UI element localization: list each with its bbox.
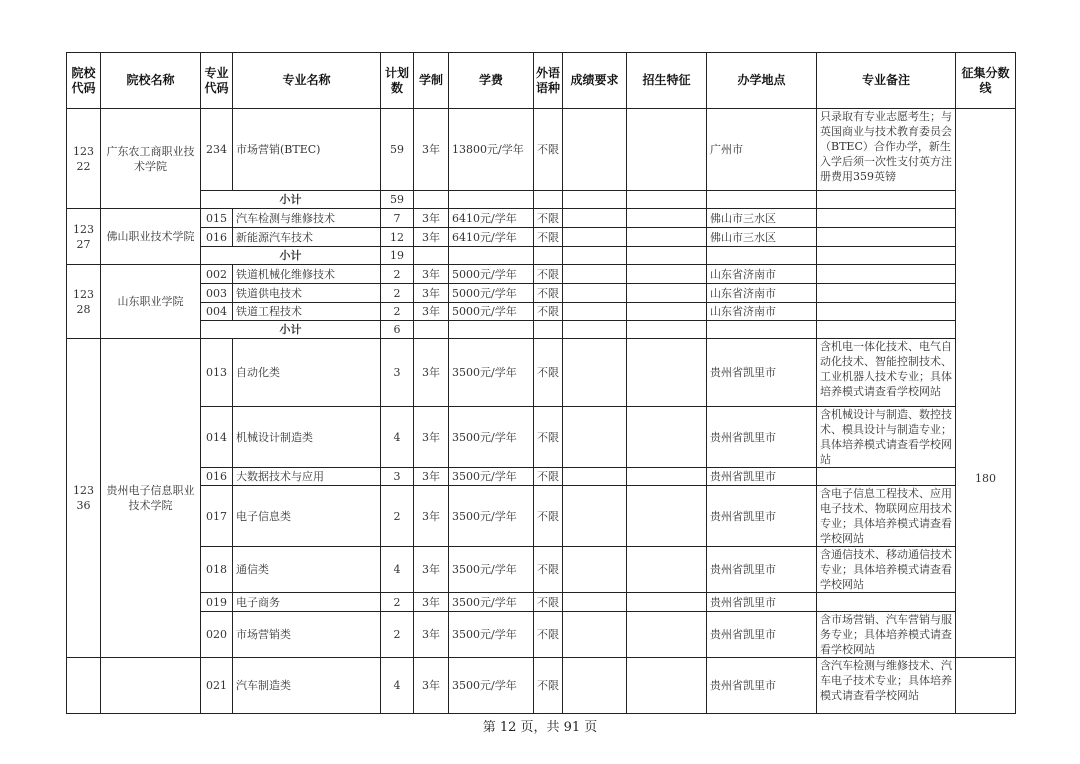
subtotal-plan: 19: [381, 247, 414, 265]
major-name: 市场营销(BTEC): [233, 109, 381, 191]
enrollment-feature: [627, 547, 707, 593]
enrollment-feature: [627, 284, 707, 303]
major-note: 含机械设计与制造、数控技术、模具设计与制造专业；具体培养模式请查看学校网站: [817, 407, 956, 468]
campus-location: 广州市: [707, 109, 817, 191]
header-foreign-language: 外语语种: [534, 53, 563, 109]
empty-cell: [414, 247, 449, 265]
header-duration: 学制: [414, 53, 449, 109]
enrollment-feature: [627, 109, 707, 191]
tuition: 3500元/学年: [449, 407, 534, 468]
empty-cell: [627, 191, 707, 209]
foreign-language: 不限: [534, 407, 563, 468]
plan-count: 3: [381, 339, 414, 407]
campus-location: 贵州省凯里市: [707, 593, 817, 612]
table-row: [67, 593, 1016, 612]
empty-cell: [817, 191, 956, 209]
empty-cell: [817, 247, 956, 265]
major-name: 铁道机械化维修技术: [233, 265, 381, 284]
major-note: [817, 265, 956, 284]
plan-count: 2: [381, 265, 414, 284]
school-code: 12322: [67, 109, 101, 209]
plan-count: 12: [381, 228, 414, 247]
score-requirement: [563, 339, 627, 407]
empty-cell: [414, 191, 449, 209]
duration: 3年: [414, 339, 449, 407]
plan-count: 2: [381, 284, 414, 303]
major-code: 016: [201, 468, 233, 486]
duration: 3年: [414, 593, 449, 612]
major-code: 003: [201, 284, 233, 303]
header-major-notes: 专业备注: [817, 53, 956, 109]
school-name: 广东农工商职业技术学院: [101, 109, 201, 209]
table-header-row: [67, 53, 1016, 109]
enrollment-feature: [627, 612, 707, 658]
plan-count: 4: [381, 547, 414, 593]
table-row: [67, 228, 1016, 247]
score-requirement: [563, 284, 627, 303]
tuition: 3500元/学年: [449, 486, 534, 547]
duration: 3年: [414, 407, 449, 468]
header-enrollment-feature: 招生特征: [627, 53, 707, 109]
campus-location: 佛山市三水区: [707, 209, 817, 228]
campus-location: 贵州省凯里市: [707, 468, 817, 486]
major-code: 018: [201, 547, 233, 593]
major-code: 004: [201, 303, 233, 321]
duration: 3年: [414, 209, 449, 228]
duration: 3年: [414, 284, 449, 303]
table-row: [67, 284, 1016, 303]
empty-cell: [534, 247, 563, 265]
table-row: [67, 209, 1016, 228]
empty-cell: [563, 247, 627, 265]
header-major-code: 专业代码: [201, 53, 233, 109]
table-row: [67, 407, 1016, 468]
major-name: 自动化类: [233, 339, 381, 407]
campus-location: 贵州省凯里市: [707, 339, 817, 407]
foreign-language: 不限: [534, 303, 563, 321]
tuition: 3500元/学年: [449, 547, 534, 593]
school-name: 贵州电子信息职业技术学院: [101, 339, 201, 658]
score-requirement: [563, 658, 627, 714]
table-row: [67, 265, 1016, 284]
major-name: 电子商务: [233, 593, 381, 612]
enrollment-feature: [627, 339, 707, 407]
score-requirement: [563, 303, 627, 321]
campus-location: 贵州省凯里市: [707, 486, 817, 547]
score-requirement: [563, 407, 627, 468]
major-name: 新能源汽车技术: [233, 228, 381, 247]
admission-plan-table: [66, 52, 1016, 714]
major-note: [817, 468, 956, 486]
empty-cell: [534, 321, 563, 339]
major-code: 013: [201, 339, 233, 407]
major-name: 机械设计制造类: [233, 407, 381, 468]
score-requirement: [563, 612, 627, 658]
tuition: 5000元/学年: [449, 284, 534, 303]
foreign-language: 不限: [534, 209, 563, 228]
major-code: 021: [201, 658, 233, 714]
school-name: 山东职业学院: [101, 265, 201, 339]
subtotal-label: 小计: [201, 191, 381, 209]
table-row: [67, 658, 1016, 714]
tuition: 3500元/学年: [449, 593, 534, 612]
foreign-language: 不限: [534, 486, 563, 547]
major-name: 铁道工程技术: [233, 303, 381, 321]
major-note: 含电子信息工程技术、应用电子技术、物联网应用技术专业；具体培养模式请查看学校网站: [817, 486, 956, 547]
header-score-requirement: 成绩要求: [563, 53, 627, 109]
page-number-footer: 第 12 页，共 91 页: [482, 720, 598, 735]
duration: 3年: [414, 109, 449, 191]
enrollment-feature: [627, 209, 707, 228]
plan-count: 2: [381, 303, 414, 321]
score-requirement: [563, 228, 627, 247]
major-note: 只录取有专业志愿考生；与英国商业与技术教育委员会（BTEC）合作办学，新生入学后须一次性支付英方注册费用359英镑: [817, 109, 956, 191]
major-code: 014: [201, 407, 233, 468]
table-row: [67, 303, 1016, 321]
major-note: 含汽车检测与维修技术、汽车电子技术专业；具体培养模式请查看学校网站: [817, 658, 956, 714]
major-code: 234: [201, 109, 233, 191]
major-name: 电子信息类: [233, 486, 381, 547]
header-major-name: 专业名称: [233, 53, 381, 109]
major-code: 016: [201, 228, 233, 247]
major-name: 汽车制造类: [233, 658, 381, 714]
enrollment-feature: [627, 658, 707, 714]
header-school-name: 院校名称: [101, 53, 201, 109]
duration: 3年: [414, 468, 449, 486]
foreign-language: 不限: [534, 109, 563, 191]
table-row: [67, 547, 1016, 593]
empty-cell: [817, 321, 956, 339]
header-campus-location: 办学地点: [707, 53, 817, 109]
empty-cell: [563, 321, 627, 339]
empty-cell: [707, 321, 817, 339]
plan-count: 2: [381, 593, 414, 612]
major-name: 市场营销类: [233, 612, 381, 658]
subtotal-row: [67, 321, 1016, 339]
major-note: 含机电一体化技术、电气自动化技术、智能控制技术、工业机器人技术专业；具体培养模式请查看学校网站: [817, 339, 956, 407]
school-code: 12328: [67, 265, 101, 339]
tuition: 13800元/学年: [449, 109, 534, 191]
campus-location: 山东省济南市: [707, 284, 817, 303]
campus-location: 山东省济南市: [707, 303, 817, 321]
score-requirement: [563, 593, 627, 612]
major-note: 含通信技术、移动通信技术专业；具体培养模式请查看学校网站: [817, 547, 956, 593]
foreign-language: 不限: [534, 658, 563, 714]
plan-count: 4: [381, 407, 414, 468]
major-note: 含市场营销、汽车营销与服务专业；具体培养模式请查看学校网站: [817, 612, 956, 658]
major-name: 大数据技术与应用: [233, 468, 381, 486]
subtotal-plan: 6: [381, 321, 414, 339]
foreign-language: 不限: [534, 339, 563, 407]
subtotal-label: 小计: [201, 321, 381, 339]
major-name: 铁道供电技术: [233, 284, 381, 303]
duration: 3年: [414, 658, 449, 714]
score-line: 180: [956, 109, 1016, 658]
empty-cell: [449, 247, 534, 265]
plan-count: 4: [381, 658, 414, 714]
tuition: 5000元/学年: [449, 265, 534, 284]
subtotal-label: 小计: [201, 247, 381, 265]
foreign-language: 不限: [534, 547, 563, 593]
school-name: [101, 658, 201, 714]
empty-cell: [534, 191, 563, 209]
score-requirement: [563, 468, 627, 486]
empty-cell: [449, 321, 534, 339]
duration: 3年: [414, 612, 449, 658]
campus-location: 贵州省凯里市: [707, 658, 817, 714]
duration: 3年: [414, 303, 449, 321]
foreign-language: 不限: [534, 612, 563, 658]
tuition: 3500元/学年: [449, 339, 534, 407]
duration: 3年: [414, 228, 449, 247]
empty-cell: [414, 321, 449, 339]
foreign-language: 不限: [534, 284, 563, 303]
enrollment-feature: [627, 486, 707, 547]
duration: 3年: [414, 486, 449, 547]
major-note: [817, 228, 956, 247]
plan-count: 2: [381, 486, 414, 547]
foreign-language: 不限: [534, 228, 563, 247]
tuition: 3500元/学年: [449, 658, 534, 714]
major-code: 019: [201, 593, 233, 612]
major-code: 002: [201, 265, 233, 284]
tuition: 3500元/学年: [449, 612, 534, 658]
tuition: 6410元/学年: [449, 228, 534, 247]
major-note: [817, 284, 956, 303]
score-requirement: [563, 265, 627, 284]
enrollment-feature: [627, 593, 707, 612]
header-tuition: 学费: [449, 53, 534, 109]
plan-count: 3: [381, 468, 414, 486]
empty-cell: [449, 191, 534, 209]
enrollment-feature: [627, 228, 707, 247]
major-note: [817, 593, 956, 612]
table-row: [67, 339, 1016, 407]
header-school-code: 院校代码: [67, 53, 101, 109]
header-plan-count: 计划数: [381, 53, 414, 109]
major-note: [817, 303, 956, 321]
empty-cell: [563, 191, 627, 209]
subtotal-row: [67, 247, 1016, 265]
enrollment-feature: [627, 303, 707, 321]
school-name: 佛山职业技术学院: [101, 209, 201, 265]
campus-location: 山东省济南市: [707, 265, 817, 284]
empty-cell: [707, 191, 817, 209]
enrollment-feature: [627, 407, 707, 468]
major-code: 017: [201, 486, 233, 547]
table-row: [67, 468, 1016, 486]
subtotal-plan: 59: [381, 191, 414, 209]
enrollment-feature: [627, 265, 707, 284]
score-requirement: [563, 486, 627, 547]
duration: 3年: [414, 547, 449, 593]
empty-cell: [627, 321, 707, 339]
plan-count: 7: [381, 209, 414, 228]
table-row: [67, 109, 1016, 191]
campus-location: 佛山市三水区: [707, 228, 817, 247]
foreign-language: 不限: [534, 593, 563, 612]
campus-location: 贵州省凯里市: [707, 547, 817, 593]
major-name: 汽车检测与维修技术: [233, 209, 381, 228]
empty-cell: [707, 247, 817, 265]
school-code: 12336: [67, 339, 101, 658]
campus-location: 贵州省凯里市: [707, 612, 817, 658]
score-line-empty: [956, 658, 1016, 714]
score-requirement: [563, 547, 627, 593]
major-code: 015: [201, 209, 233, 228]
tuition: 6410元/学年: [449, 209, 534, 228]
tuition: 5000元/学年: [449, 303, 534, 321]
tuition: 3500元/学年: [449, 468, 534, 486]
table-row: [67, 612, 1016, 658]
enrollment-feature: [627, 468, 707, 486]
major-note: [817, 209, 956, 228]
header-score-line: 征集分数线: [956, 53, 1016, 109]
school-code: [67, 658, 101, 714]
foreign-language: 不限: [534, 265, 563, 284]
major-name: 通信类: [233, 547, 381, 593]
school-code: 12327: [67, 209, 101, 265]
foreign-language: 不限: [534, 468, 563, 486]
plan-count: 2: [381, 612, 414, 658]
duration: 3年: [414, 265, 449, 284]
campus-location: 贵州省凯里市: [707, 407, 817, 468]
empty-cell: [627, 247, 707, 265]
score-requirement: [563, 209, 627, 228]
subtotal-row: [67, 191, 1016, 209]
table-row: [67, 486, 1016, 547]
score-requirement: [563, 109, 627, 191]
major-code: 020: [201, 612, 233, 658]
plan-count: 59: [381, 109, 414, 191]
